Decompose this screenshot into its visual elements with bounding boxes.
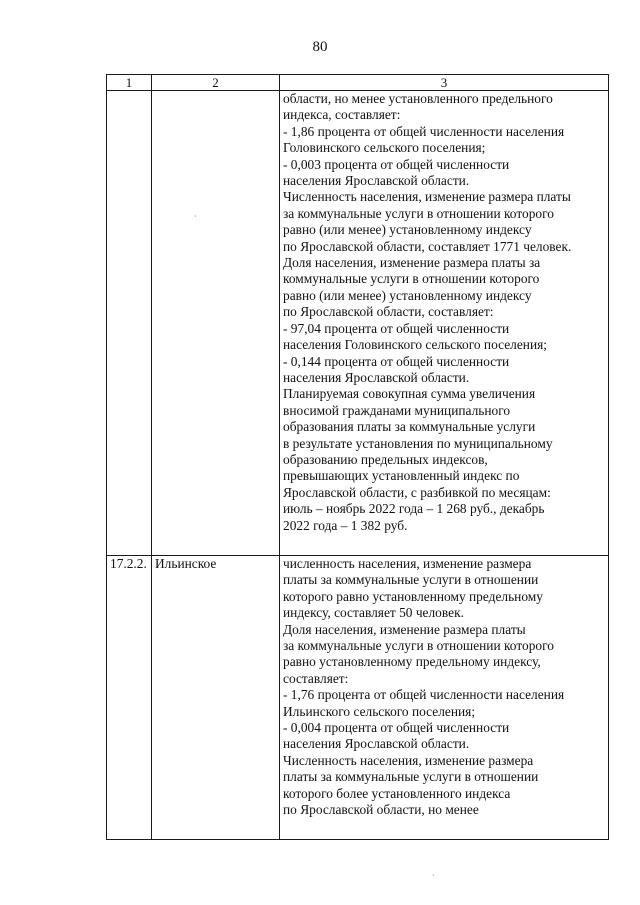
text-line: населения Ярославской области. — [283, 173, 470, 189]
text-line: равно (или менее) установленному индексу — [283, 222, 532, 238]
row-name-cell — [152, 91, 280, 556]
row-content-text — [280, 91, 608, 534]
row-content-cell — [280, 91, 609, 556]
text-line: равно (или менее) установленному индексу — [283, 287, 532, 303]
row-number-text: 17.2.2. — [110, 556, 147, 571]
table-row — [107, 91, 609, 556]
text-line: Доля населения, изменение размера платы — [283, 621, 526, 637]
header-cell-number: 1 — [107, 75, 152, 91]
row-content-cell — [280, 556, 609, 840]
text-line: населения Ярославской области. — [283, 736, 470, 752]
text-line: составляет: — [283, 670, 349, 686]
scan-speck: · — [432, 871, 435, 880]
text-line: Ильинского сельского поселения; — [283, 703, 476, 719]
text-line: Головинского сельского поселения; — [283, 140, 486, 156]
document-table — [106, 74, 609, 840]
text-line: - 97,04 процента от общей численности — [283, 320, 510, 336]
text-line: равно установленному предельному индексу, — [283, 654, 541, 670]
page-number: 80 — [312, 39, 328, 55]
text-line: населения Головинского сельского поселения; — [283, 337, 547, 353]
row-number-cell — [107, 91, 152, 556]
text-line: в результате установления по муниципальному — [283, 435, 553, 451]
text-line: - 1,76 процента от общей численности населения — [283, 687, 565, 703]
text-line: коммунальные услуги в отношении которого — [283, 271, 540, 287]
table-header-row — [107, 75, 609, 91]
text-line: Численность населения, изменение размера платы — [283, 189, 571, 205]
scan-speck: · — [194, 212, 197, 221]
row-number-cell — [107, 556, 152, 840]
text-line: Численность населения, изменение размера — [283, 752, 534, 768]
text-line: населения Ярославской области. — [283, 369, 470, 385]
text-line: - 1,86 процента от общей численности населения — [283, 123, 565, 139]
text-line: 2022 года – 1 382 руб. — [283, 517, 408, 533]
text-line: образованию предельных индексов, — [283, 451, 488, 467]
text-line: - 0,003 процента от общей численности — [283, 156, 510, 172]
text-line: индексу, составляет 50 человек. — [283, 605, 464, 621]
text-line: которого равно установленному предельному — [283, 588, 543, 604]
text-line: платы за коммунальные услуги в отношении — [283, 769, 539, 785]
table-row — [107, 556, 609, 840]
text-line: по Ярославской области, но менее — [283, 802, 479, 818]
header-cell-name: 2 — [152, 75, 280, 91]
text-line: за коммунальные услуги в отношении которого — [283, 638, 554, 654]
text-line: индекса, составляет: — [283, 107, 401, 123]
text-line: по Ярославской области, составляет: — [283, 304, 494, 320]
text-line: - 0,004 процента от общей численности — [283, 720, 510, 736]
row-name-cell — [152, 556, 280, 840]
text-line: вносимой гражданами муниципального — [283, 402, 511, 418]
settlement-name: Ильинское — [155, 556, 217, 571]
text-line: по Ярославской области, составляет 1771 человек. — [283, 238, 572, 254]
text-line: Ярославской области, с разбивкой по месяцам: — [283, 484, 551, 500]
text-line: образования платы за коммунальные услуги — [283, 419, 536, 435]
text-line: которого более установленного индекса — [283, 785, 511, 801]
text-line: области, но менее установленного предельного — [283, 91, 553, 106]
row-content-text — [280, 556, 608, 819]
header-cell-content: 3 — [280, 75, 609, 91]
text-line: июль – ноябрь 2022 года – 1 268 руб., декабрь — [283, 501, 545, 517]
text-line: за коммунальные услуги в отношении которого — [283, 205, 554, 221]
text-line: платы за коммунальные услуги в отношении — [283, 572, 539, 588]
text-line: - 0,144 процента от общей численности — [283, 353, 510, 369]
text-line: превышающих установленный индекс по — [283, 468, 520, 484]
text-line: Доля населения, изменение размера платы за — [283, 255, 541, 271]
text-line: численность населения, изменение размера — [283, 556, 532, 571]
text-line: Планируемая совокупная сумма увеличения — [283, 386, 536, 402]
